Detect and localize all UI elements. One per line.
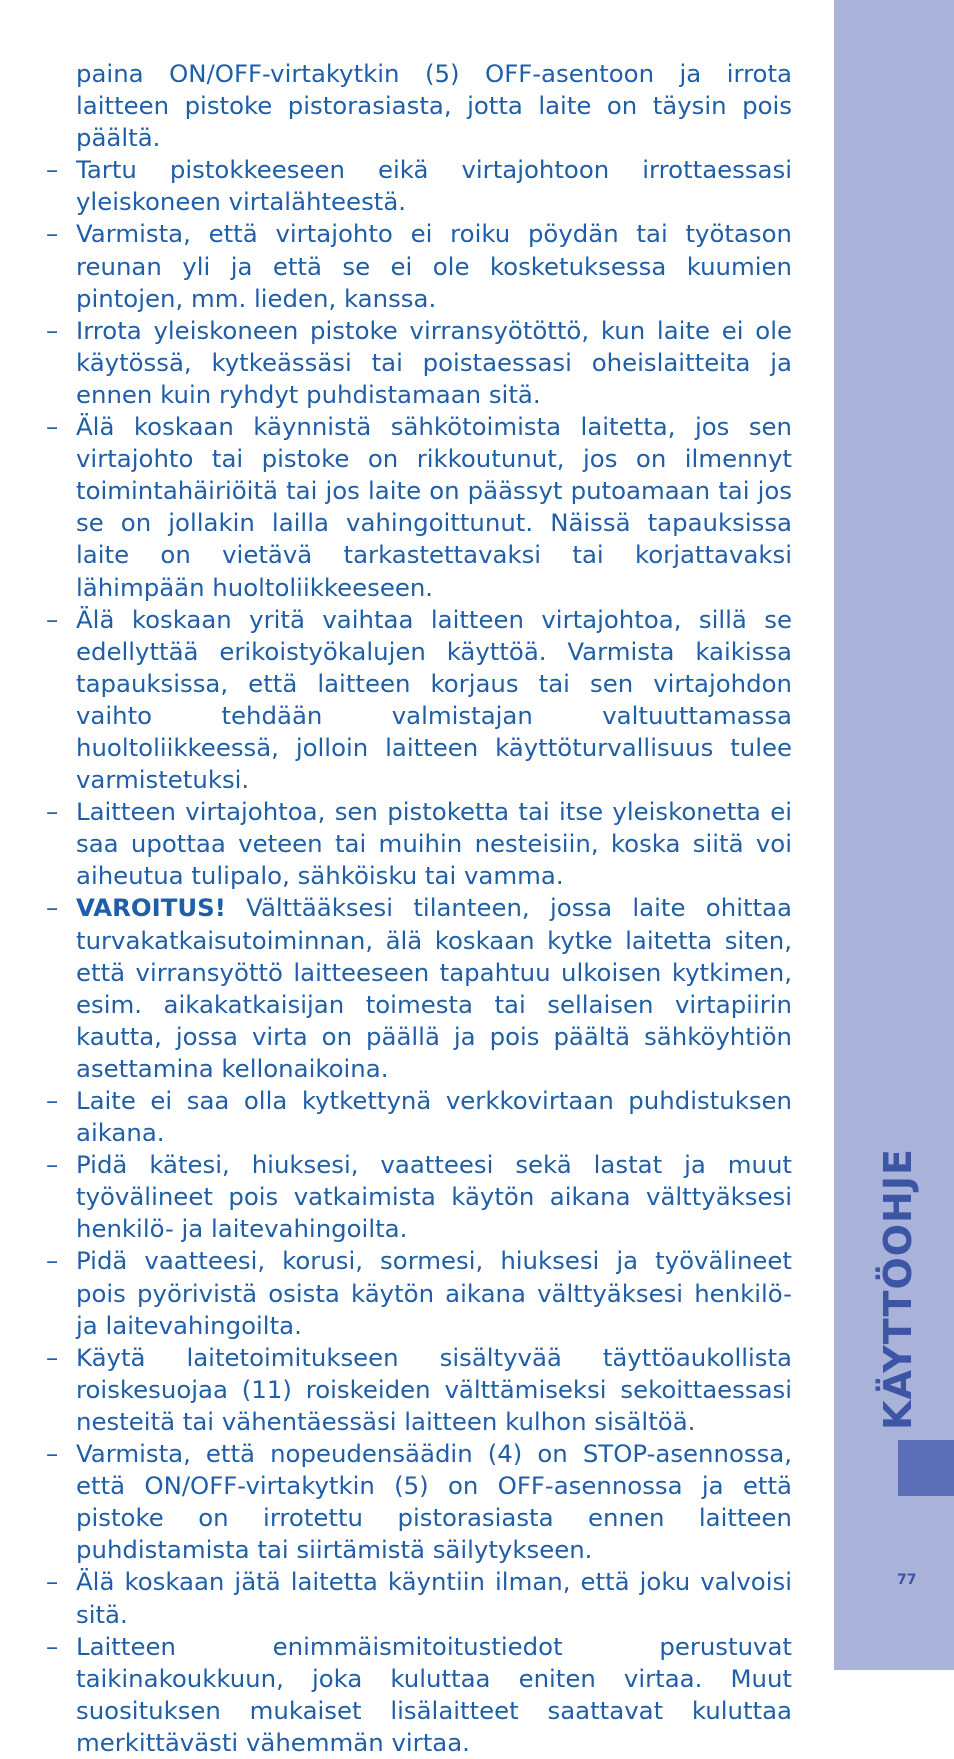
bullet-dash: –: [46, 893, 59, 923]
list-item-text: Varmista, että nopeudensäädin (4) on STOP-asennossa, että ON/OFF-virtakytkin (5) on OFF-asennossa ja että pistoke on irrotettu pistorasiasta ennen laitteen puhdistamista tai siirtämistä säilytykseen.: [76, 1439, 792, 1565]
list-item: [46, 1438, 792, 1566]
list-item: [46, 1085, 792, 1149]
list-item-text: Laitteen enimmäismitoitustiedot perustuvat taikinakoukkuun, joka kuluttaa eniten virtaa. Muut suosituksen mukaiset lisälaitteet saattavat kuluttaa merkittävästi vähemmän virtaa.: [76, 1631, 792, 1757]
list-item: [46, 1566, 792, 1630]
bullet-dash: –: [46, 1631, 59, 1661]
list-item-text: Pidä vaatteesi, korusi, sormesi, hiuksesi ja työvälineet pois pyörivistä osista käytön aikana välttyäksesi henkilö- ja laitevahingoilta.: [76, 1246, 792, 1340]
bullet-dash: –: [46, 1246, 59, 1276]
intro-paragraph: paina ON/OFF-virtakytkin (5) OFF-asentoon ja irrota laitteen pistoke pistorasiasta, jotta laite on täysin pois päältä.: [76, 59, 792, 153]
bullet-dash: –: [46, 797, 59, 827]
list-item: [46, 1631, 792, 1759]
bullet-dash: –: [46, 155, 59, 185]
bullet-dash: –: [46, 1567, 59, 1597]
list-item-text: Pidä kätesi, hiuksesi, vaatteesi sekä lastat ja muut työvälineet pois vatkaimista käytön aikana välttyäksesi henkilö- ja laitevahingoilta.: [76, 1150, 792, 1244]
list-item-text: Käytä laitetoimitukseen sisältyvää täyttöaukollista roiskesuojaa (11) roiskeiden välttämiseksi sekoittaessasi nesteitä tai vähentäessäsi laitteen kulhon sisältöä.: [76, 1342, 792, 1436]
list-item-text: Irrota yleiskoneen pistoke virransyötöttö, kun laite ei ole käytössä, kytkeässäsi tai poistaessasi oheislaitteita ja ennen kuin ryhdyt puhdistamaan sitä.: [76, 315, 792, 409]
warning-label: VAROITUS!: [76, 893, 226, 923]
list-item: [46, 218, 792, 314]
list-item: [46, 315, 792, 411]
list-item: [46, 154, 792, 218]
list-item: [46, 604, 792, 797]
safety-instructions: [46, 58, 792, 1759]
list-item: [46, 1149, 792, 1245]
bullet-dash: –: [46, 604, 59, 634]
list-item-text: Varmista, että virtajohto ei roiku pöydän tai työtason reunan yli ja että se ei ole kosketuksessa kuumien pintojen, mm. lieden, kanssa.: [76, 219, 792, 313]
list-item-text: Älä koskaan yritä vaihtaa laitteen virtajohtoa, sillä se edellyttää erikoistyökalujen käyttöä. Varmista kaikissa tapauksissa, että laitteen korjaus tai sen virtajohdon vaihto tehdään valmistajan valtuuttamassa huoltoliikkeessä, jolloin laitteen käyttöturvallisuus tulee varmistetuksi.: [76, 604, 792, 795]
bullet-dash: –: [46, 1150, 59, 1180]
bullet-dash: –: [46, 1086, 59, 1115]
section-marker: [898, 1440, 954, 1496]
list-item-text: Älä koskaan käynnistä sähkötoimista laitetta, jos sen virtajohto tai pistoke on rikkoutunut, jos on ilmennyt toimintahäiriöitä tai jos laite on päässyt putoamaan tai jos se on jollakin lailla vahingoittunut. Näissä tapauksissa laite on vietävä tarkastettavaksi tai korjattavaksi lähimpään huoltoliikkeeseen.: [76, 412, 792, 602]
bullet-dash: –: [46, 412, 59, 442]
list-item-text: Tartu pistokkeeseen eikä virtajohtoon irrottaessasi yleiskoneen virtalähteestä.: [76, 155, 792, 217]
list-item: [46, 1342, 792, 1438]
list-item: [46, 796, 792, 892]
instruction-list: [46, 154, 792, 1759]
bullet-dash: –: [46, 219, 59, 249]
list-item: [46, 892, 792, 1085]
bullet-dash: –: [46, 1439, 59, 1469]
list-item: [46, 411, 792, 604]
bullet-dash: –: [46, 315, 59, 345]
page-number: 77: [897, 1572, 917, 1588]
list-item: [46, 1245, 792, 1341]
list-item-text: Välttääksesi tilanteen, jossa laite ohittaa turvakatkaisutoiminnan, älä koskaan kytke laitetta siten, että virransyöttö laitteeseen tapahtuu ulkoisen kytkimen, esim. aikakatkaisijan toimesta tai sellaisen virtapiirin kautta, jossa virta on päällä ja pois päältä sähköyhtiön asettamina kellonaikoina.: [76, 893, 792, 1083]
list-item-text: Laite ei saa olla kytkettynä verkkovirtaan puhdistuksen aikana.: [76, 1086, 792, 1148]
list-item-text: Laitteen virtajohtoa, sen pistoketta tai itse yleiskonetta ei saa upottaa veteen tai muihin nesteisiin, koska siitä voi aiheutua tulipalo, sähköisku tai vamma.: [76, 797, 792, 891]
list-item-text: Älä koskaan jätä laitetta käyntiin ilman, että joku valvoisi sitä.: [76, 1567, 792, 1629]
section-title: KÄYTTÖOHJE: [876, 1148, 920, 1430]
sidebar: [834, 0, 954, 1670]
bullet-dash: –: [46, 1342, 59, 1372]
